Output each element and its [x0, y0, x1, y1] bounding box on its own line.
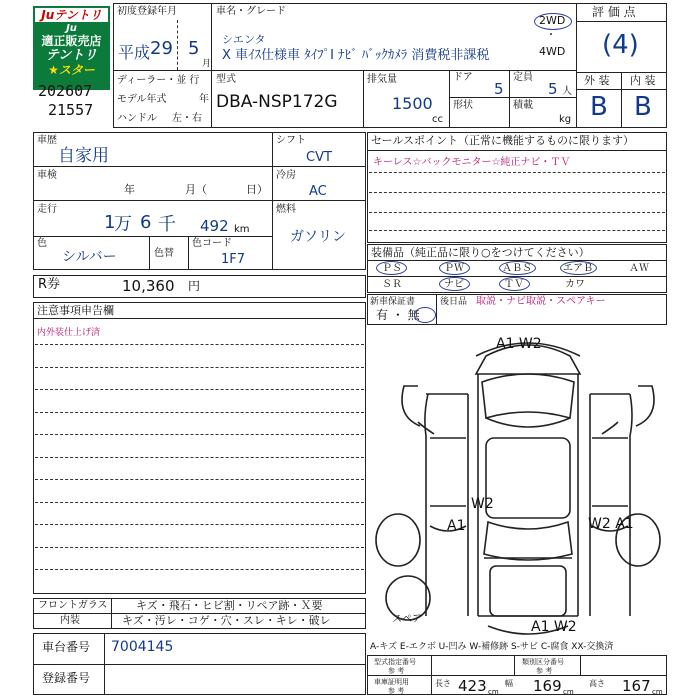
interior-label: 内装 — [60, 615, 80, 626]
height-label: 高さ — [589, 679, 605, 688]
displacement-value: 1500 — [392, 94, 433, 113]
reg-year: 29 — [150, 38, 173, 59]
tentori-logo — [33, 6, 110, 90]
doors-value: 5 — [494, 80, 504, 98]
ac-value: AC — [309, 184, 327, 199]
length-value: 423 — [458, 677, 487, 695]
note-line — [35, 434, 364, 435]
doors-label: ドア — [453, 72, 473, 83]
ext-grade-label: 外 装 — [584, 74, 610, 87]
later-items-label: 後日品 — [440, 297, 468, 307]
model-year-unit: 年 — [199, 94, 209, 105]
r-ticket-unit: 円 — [188, 279, 201, 293]
model-label: 型式 — [216, 74, 236, 85]
capacity-label: 定員 — [513, 72, 533, 83]
color-value: シルバー — [62, 249, 117, 265]
front-glass-text: キズ・飛石・ヒビ割・リペア跡・Ｘ要 — [136, 599, 323, 612]
class-number-ref: 参 考 — [536, 667, 553, 675]
interior-text: キズ・汚レ・コゲ・穴・スレ・キレ・破レ — [122, 614, 331, 627]
lot-number-1: 202607 — [38, 82, 93, 100]
logo-line5: ★スター — [48, 63, 95, 77]
r-ticket-label: R券 — [38, 277, 61, 292]
capacity-unit: 人 — [562, 86, 572, 97]
history-value: 自家用 — [58, 146, 109, 166]
equip-leather: カワ — [565, 279, 585, 290]
color-code-label: 色コード — [192, 238, 232, 249]
car-grade: X 車ｲｽ仕様車 ﾀｲﾌﾟI ﾅﾋﾞ ﾊﾞｯｸｶﾒﾗ 消費税非課税 — [222, 48, 490, 63]
class-number-label: 類別区分番号 — [522, 658, 564, 666]
drive-dot: ・ — [546, 30, 556, 41]
note-line — [35, 367, 364, 368]
reg-month-unit: 月 — [202, 59, 212, 69]
warranty-none-circle — [414, 307, 436, 323]
car-damage-diagram — [368, 326, 668, 638]
damage-left-a: A1 — [447, 518, 466, 534]
sales-point-section — [367, 132, 667, 243]
equip-pw: ＰＷ — [444, 263, 464, 274]
chassis-label: 車台番号 — [42, 640, 91, 654]
warranty-value: 有 ・ 無 — [376, 308, 420, 322]
width-value: 169 — [533, 677, 562, 695]
displacement-label: 排気量 — [367, 74, 397, 85]
note-line — [35, 389, 364, 390]
equip-tv: ＴＶ — [504, 279, 524, 290]
ac-label: 冷房 — [276, 170, 296, 181]
displacement-unit: cc — [432, 114, 443, 125]
note-line — [35, 524, 364, 525]
ext-grade: B — [590, 92, 608, 122]
equip-navi: ナビ — [444, 279, 464, 290]
color-change-label: 色替 — [154, 248, 174, 259]
shape-label: 形状 — [453, 100, 473, 111]
shaken-year: 年 — [124, 183, 135, 196]
drive-4wd: 4WD — [539, 45, 566, 58]
width-unit: cm — [563, 688, 574, 696]
length-label: 長さ — [435, 679, 451, 688]
height-unit: cm — [652, 688, 663, 696]
load-unit: kg — [559, 114, 572, 125]
history-label: 車歴 — [37, 135, 57, 146]
handle-value: 左・右 — [172, 113, 202, 124]
logo-line1: Juテントリ — [35, 8, 108, 22]
plate-label: 登録番号 — [42, 671, 91, 685]
model-value: DBA-NSP172G — [216, 92, 338, 112]
notes-text: 内外装仕上げ済 — [37, 328, 101, 338]
length-unit: cm — [488, 688, 499, 696]
car-label: 車名・グレード — [216, 6, 286, 17]
type-cert-label: 型式指定番号 — [374, 658, 416, 666]
logo-line4: テントリ — [45, 48, 98, 63]
garage-cert-ref: 参 考 — [388, 687, 405, 695]
capacity-value: 5 — [548, 80, 558, 98]
notes-label: 注意事項申告欄 — [37, 304, 114, 317]
warranty-label: 新車保証書 — [370, 297, 416, 307]
note-line — [35, 569, 364, 570]
load-label: 積載 — [513, 100, 533, 111]
height-value: 167 — [622, 677, 651, 695]
mileage-man-value: 1 — [104, 212, 116, 233]
equipment-label: 装備品（純正品に限り○をつけてください） — [371, 246, 590, 259]
shaken-month: 月（ — [185, 183, 207, 196]
damage-left-w: W2 — [471, 496, 494, 512]
first-reg-label: 初度登録年月 — [117, 6, 177, 17]
note-line — [35, 547, 364, 548]
sales-label: セールスポイント（正常に機能するものに限ります） — [371, 134, 635, 147]
shift-value: CVT — [306, 150, 332, 165]
fuel-value: ガソリン — [290, 229, 346, 245]
damage-legend: A-キズ E-エクボ U-凹み W-補修跡 S-サビ C-腐食 XX-交換済 — [370, 642, 614, 652]
chassis-value: 7004145 — [111, 639, 174, 655]
handle-label: ハンドル — [117, 113, 157, 124]
int-grade-label: 内 装 — [630, 74, 656, 87]
fuel-label: 燃料 — [276, 204, 296, 215]
reg-era: 平成 — [118, 43, 151, 62]
lot-number-2: 21557 — [48, 101, 94, 119]
car-name: シエンタ — [222, 33, 266, 46]
equip-aw: ＡＷ — [629, 263, 649, 274]
damage-right: W2 A1 — [588, 516, 634, 532]
dealer-label: ディーラー・並 行 — [117, 75, 200, 86]
spare-label: スペア — [392, 614, 422, 625]
damage-top: A1 W2 — [496, 336, 542, 352]
later-items: 取説・ナビ取説・スペアキー — [476, 296, 606, 307]
model-year-label: モデル年式 — [117, 94, 167, 105]
note-line — [35, 479, 364, 480]
logo-line2: Ju — [66, 23, 77, 34]
mileage-label: 走行 — [37, 204, 57, 215]
mileage-rest: 492 — [200, 217, 229, 235]
r-ticket-value: 10,360 — [122, 277, 175, 295]
reg-month: 5 — [188, 38, 200, 59]
score-value: (4) — [602, 30, 639, 60]
mileage-unit: km — [234, 224, 250, 235]
score-label: 評 価 点 — [592, 5, 636, 19]
shaken-label: 車検 — [37, 170, 57, 181]
equip-sr: ＳＲ — [382, 279, 402, 290]
note-line — [35, 457, 364, 458]
drive-2wd: 2WD — [539, 14, 566, 27]
note-line — [35, 412, 364, 413]
front-glass-label: フロントガラス — [38, 600, 108, 611]
width-label: 幅 — [505, 679, 513, 688]
type-cert-ref: 参 考 — [388, 667, 405, 675]
logo-line3: 適正販売店 — [41, 34, 102, 48]
mileage-sen-value: 6 — [140, 212, 152, 233]
damage-bottom: A1 W2 — [531, 619, 577, 635]
note-line — [35, 502, 364, 503]
equip-abs: ＡＢＳ — [502, 263, 532, 274]
note-line — [35, 344, 364, 345]
garage-cert-label: 車庫証明用 — [374, 678, 409, 686]
notes-section — [33, 302, 366, 594]
int-grade: B — [634, 92, 652, 122]
color-label: 色 — [37, 238, 47, 249]
color-code: 1F7 — [221, 252, 246, 267]
sales-text: キーレス☆バックモニター☆純正ナビ・ＴＶ — [373, 157, 571, 168]
equip-airb: エアＢ — [563, 263, 593, 274]
mileage-sen: 千 — [158, 214, 176, 235]
shift-label: シフト — [276, 135, 306, 146]
equip-ps: ＰＳ — [382, 263, 402, 274]
shaken-day: 日） — [246, 183, 268, 196]
mileage-man: 万 — [114, 214, 132, 235]
